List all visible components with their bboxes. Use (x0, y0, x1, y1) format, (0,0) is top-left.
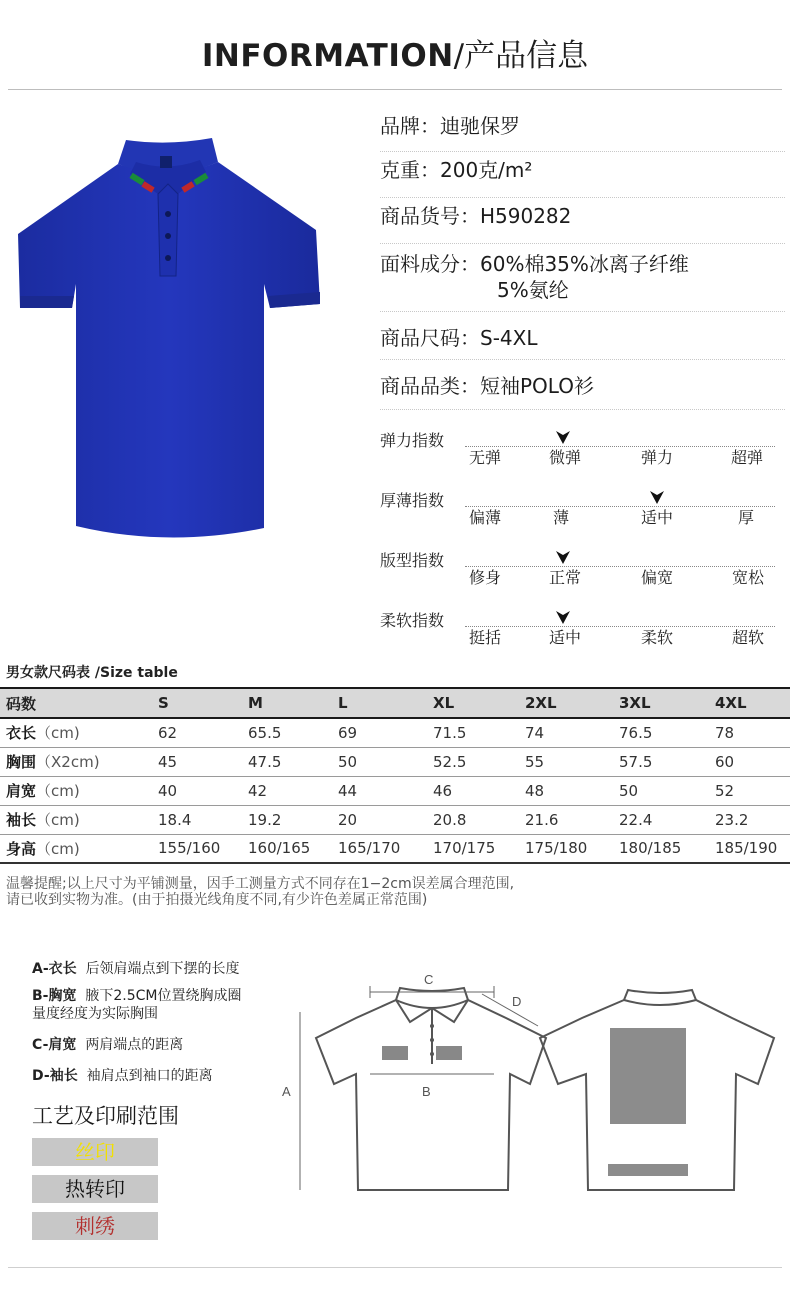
measurement-diagram (276, 960, 776, 1210)
info-brand: 品牌：迪驰保罗 (380, 110, 785, 152)
info-category: 商品品类：短袖POLO衫 (380, 370, 785, 410)
scale-option: 无弹 (468, 448, 502, 467)
table-cell: 21.6 (525, 805, 619, 834)
table-cell: 155/160 (158, 834, 248, 863)
scale-label: 版型指数 (380, 551, 445, 570)
legend-desc: 量度经度为实际胸围 (32, 1006, 158, 1022)
table-row (0, 718, 790, 747)
front-shirt-outline (316, 988, 546, 1190)
table-cell: 65.5 (248, 718, 338, 747)
print-area-back-bottom (608, 1164, 688, 1176)
scale-option: 适中 (640, 508, 674, 527)
header-cell: 2XL (525, 688, 619, 718)
print-area-right-chest (436, 1046, 462, 1060)
table-cell: 40 (158, 776, 248, 805)
table-cell: 62 (158, 718, 248, 747)
row-label: 衣长（cm) (0, 718, 158, 747)
scale-option: 正常 (548, 568, 582, 587)
scale-option: 偏薄 (468, 508, 502, 527)
scale-option: 宽松 (731, 568, 765, 587)
table-cell: 19.2 (248, 805, 338, 834)
legend-desc: 腋下2.5CM位置绕胸成圈 (85, 988, 242, 1004)
table-cell: 160/165 (248, 834, 338, 863)
legend-desc: 两肩端点的距离 (85, 1037, 184, 1053)
print-area-back (610, 1028, 686, 1124)
legend-key: D-袖长 (32, 1068, 78, 1084)
legend-desc: 后领肩端点到下摆的长度 (85, 961, 240, 977)
scale-option: 超软 (731, 628, 765, 647)
scale-dotted-line (465, 506, 775, 507)
scale-label: 弹力指数 (380, 431, 445, 450)
legend-key: B-胸宽 (32, 988, 77, 1004)
legend-key: A-衣长 (32, 961, 77, 977)
table-row (0, 776, 790, 805)
table-cell: 180/185 (619, 834, 715, 863)
table-cell: 20 (338, 805, 433, 834)
table-cell: 76.5 (619, 718, 715, 747)
table-cell: 45 (158, 747, 248, 776)
table-cell: 60 (715, 747, 790, 776)
product-image-polo-shirt (18, 136, 322, 548)
scale-option: 适中 (548, 628, 582, 647)
table-cell: 47.5 (248, 747, 338, 776)
title-chinese: /产品信息 (453, 38, 589, 74)
table-cell: 22.4 (619, 805, 715, 834)
table-cell: 165/170 (338, 834, 433, 863)
scale-softness (380, 608, 790, 666)
header-cell: 4XL (715, 688, 790, 718)
scale-dotted-line (465, 446, 775, 447)
header-cell: M (248, 688, 338, 718)
print-area-left-chest (382, 1046, 408, 1060)
table-cell: 52 (715, 776, 790, 805)
table-cell: 50 (338, 747, 433, 776)
scale-elasticity (380, 428, 790, 486)
scale-option: 偏宽 (640, 568, 674, 587)
size-table-header (0, 688, 790, 718)
scale-option: 挺括 (468, 628, 502, 647)
page-title (0, 30, 790, 75)
header-cell: 码数 (0, 688, 158, 718)
top-divider (8, 89, 782, 90)
row-label: 肩宽（cm) (0, 776, 158, 805)
table-cell: 50 (619, 776, 715, 805)
scale-option: 修身 (468, 568, 502, 587)
bottom-divider (8, 1267, 782, 1268)
table-cell: 48 (525, 776, 619, 805)
craft-silk-screen: 丝印 (32, 1138, 158, 1166)
info-fabric (380, 248, 785, 312)
table-cell: 46 (433, 776, 525, 805)
table-cell: 44 (338, 776, 433, 805)
info-fabric-line1: 面料成分：60%棉35%冰离子纤维 (380, 252, 689, 276)
header-cell: L (338, 688, 433, 718)
size-table-title: 男女款尺码表 /Size table (6, 665, 178, 681)
table-cell: 52.5 (433, 747, 525, 776)
note-line: 温馨提醒;以上尺寸为平铺测量，因手工测量方式不同存在1−2cm误差属合理范围, (6, 876, 515, 892)
scale-option: 微弹 (548, 448, 582, 467)
legend-shoulder (32, 1034, 183, 1054)
craft-heat-transfer: 热转印 (32, 1175, 158, 1203)
label-a: A (282, 1084, 291, 1099)
info-size: 商品尺码：S-4XL (380, 322, 785, 360)
legend-desc: 袖肩点到袖口的距离 (86, 1068, 213, 1084)
legend-chest (32, 987, 242, 1023)
table-cell: 57.5 (619, 747, 715, 776)
table-cell: 78 (715, 718, 790, 747)
scale-option: 弹力 (640, 448, 674, 467)
table-cell: 170/175 (433, 834, 525, 863)
scale-dotted-line (465, 566, 775, 567)
row-label: 袖长（cm) (0, 805, 158, 834)
table-cell: 20.8 (433, 805, 525, 834)
table-row (0, 747, 790, 776)
selected-marker-icon (555, 609, 571, 625)
table-cell: 185/190 (715, 834, 790, 863)
table-row (0, 834, 790, 863)
info-fabric-line2: 5%氨纶 (497, 278, 569, 302)
scale-option: 柔软 (640, 628, 674, 647)
scale-thickness (380, 488, 790, 546)
header-cell: 3XL (619, 688, 715, 718)
legend-key: C-肩宽 (32, 1037, 77, 1053)
table-cell: 69 (338, 718, 433, 747)
scale-option: 薄 (552, 508, 570, 527)
craft-title: 工艺及印刷范围 (32, 1104, 179, 1128)
title-english: INFORMATION (201, 38, 454, 74)
table-cell: 55 (525, 747, 619, 776)
scale-option: 超弹 (730, 448, 764, 467)
scale-label: 厚薄指数 (380, 491, 445, 510)
craft-embroidery: 刺绣 (32, 1212, 158, 1240)
table-cell: 74 (525, 718, 619, 747)
note-line: 请已收到实物为准。(由于拍摄光线角度不同,有少许色差属正常范围) (6, 892, 428, 908)
selected-marker-icon (555, 549, 571, 565)
label-b: B (422, 1084, 431, 1099)
selected-marker-icon (649, 489, 665, 505)
label-c: C (424, 972, 434, 987)
info-weight: 克重：200克/m² (380, 152, 785, 198)
label-d: D (512, 994, 522, 1009)
row-label: 身高（cm) (0, 834, 158, 863)
table-cell: 71.5 (433, 718, 525, 747)
header-cell: XL (433, 688, 525, 718)
info-item-number: 商品货号：H590282 (380, 198, 785, 244)
selected-marker-icon (555, 429, 571, 445)
legend-length (32, 958, 240, 978)
table-cell: 42 (248, 776, 338, 805)
header-cell: S (158, 688, 248, 718)
size-table (0, 687, 790, 864)
scale-fit (380, 548, 790, 606)
table-cell: 18.4 (158, 805, 248, 834)
table-row (0, 805, 790, 834)
scale-option: 厚 (737, 508, 755, 527)
table-cell: 175/180 (525, 834, 619, 863)
legend-sleeve (32, 1065, 213, 1085)
row-label: 胸围（X2cm) (0, 747, 158, 776)
scale-label: 柔软指数 (380, 611, 445, 630)
scale-dotted-line (465, 626, 775, 627)
table-cell: 23.2 (715, 805, 790, 834)
measurement-note (6, 876, 514, 908)
